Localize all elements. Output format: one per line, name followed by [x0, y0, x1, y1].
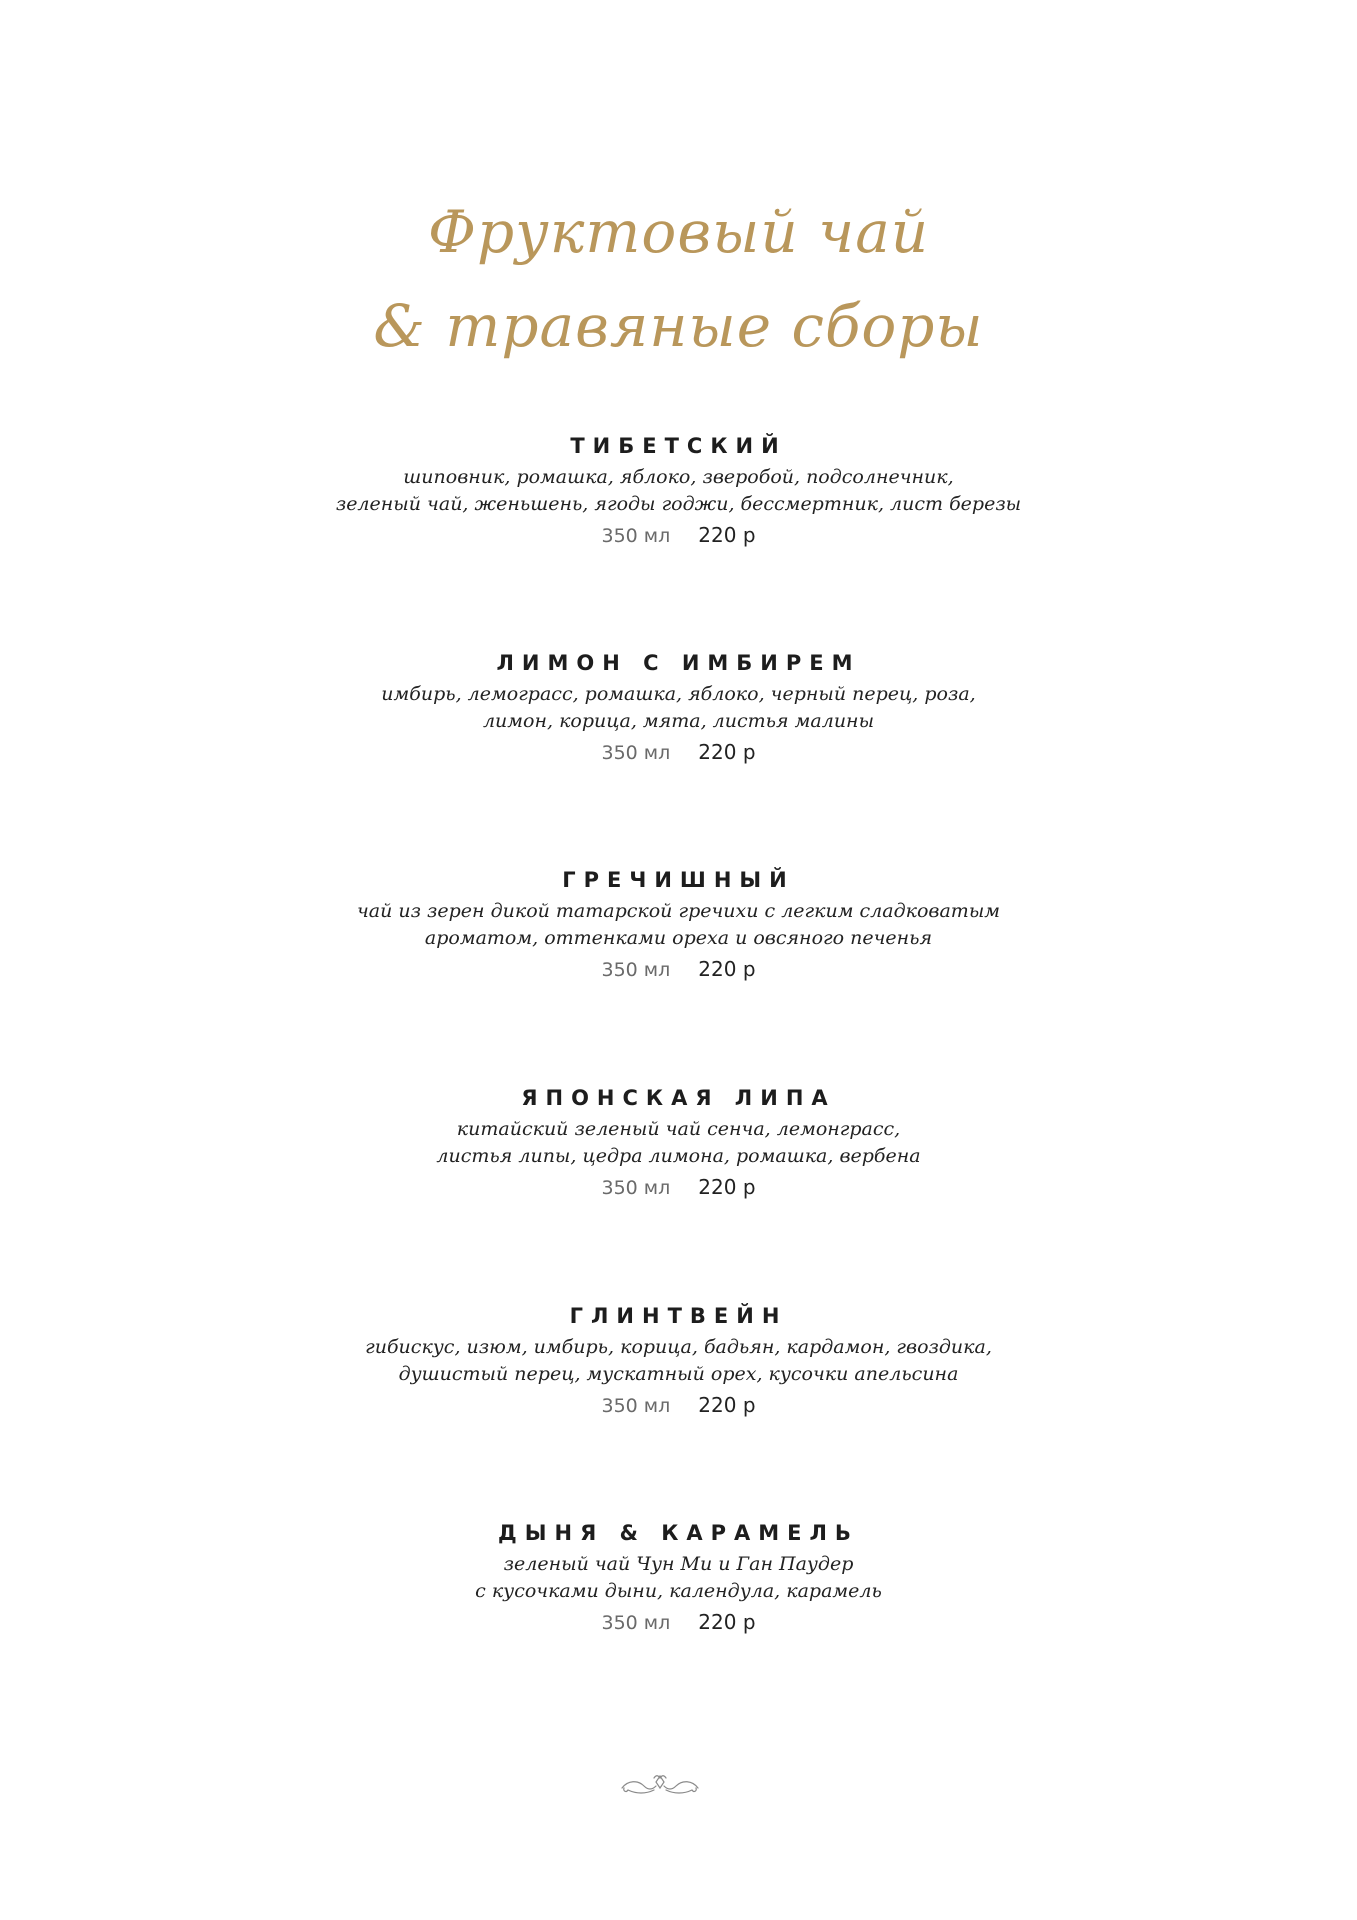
menu-item-description-line1: имбирь, лемограсс, ромашка, яблоко, черный перец, роза,: [381, 683, 976, 705]
menu-item-description-line2: листья липы, цедра лимона, ромашка, вербена: [436, 1145, 921, 1167]
menu-item-description-line2: лимон, корица, мята, листья малины: [482, 710, 875, 732]
flourish-ornament-icon: [618, 1772, 702, 1800]
menu-item-description-line2: с кусочками дыни, календула, карамель: [475, 1580, 882, 1602]
menu-item-japanese-linden: [0, 1085, 1357, 1204]
menu-item-mulled-wine: [0, 1303, 1357, 1422]
menu-item-name: ТИБЕТСКИЙ: [570, 434, 787, 458]
menu-item-price: 220 р: [698, 740, 756, 764]
menu-item-price-row: [0, 521, 1357, 552]
menu-item-name: ДЫНЯ & КАРАМЕЛЬ: [498, 1521, 859, 1545]
menu-item-description-line1: чай из зерен дикой татарской гречихи с легким сладковатым: [356, 900, 1001, 922]
menu-item-melon-caramel: [0, 1520, 1357, 1639]
page-title-line1: Фруктовый чай: [427, 198, 930, 266]
menu-item-price: 220 р: [698, 1393, 756, 1417]
menu-item-tibetan: [0, 433, 1357, 552]
menu-item-price: 220 р: [698, 1610, 756, 1634]
menu-item-price-row: [0, 1173, 1357, 1204]
menu-item-volume: 350 мл: [601, 1395, 671, 1417]
menu-item-name: ГРЕЧИШНЫЙ: [562, 868, 795, 892]
menu-item-volume: 350 мл: [601, 742, 671, 764]
menu-item-description-line1: китайский зеленый чай сенча, лемонграсс,: [456, 1118, 901, 1140]
menu-item-price-row: [0, 738, 1357, 769]
menu-item-volume: 350 мл: [601, 525, 671, 547]
menu-item-description-line2: ароматом, оттенками ореха и овсяного печенья: [424, 927, 933, 949]
menu-item-lemon-ginger: [0, 650, 1357, 769]
menu-item-volume: 350 мл: [601, 1177, 671, 1199]
menu-item-volume: 350 мл: [601, 1612, 671, 1634]
menu-item-name: ЯПОНСКАЯ ЛИПА: [521, 1086, 836, 1110]
menu-item-description-line1: зеленый чай Чун Ми и Ган Паудер: [503, 1553, 854, 1575]
menu-item-description-line2: зеленый чай, женьшень, ягоды годжи, бессмертник, лист березы: [335, 493, 1022, 515]
menu-item-price: 220 р: [698, 1175, 756, 1199]
menu-item-volume: 350 мл: [601, 959, 671, 981]
menu-item-description-line1: гибискус, изюм, имбирь, корица, бадьян, кардамон, гвоздика,: [365, 1336, 992, 1358]
menu-item-name: ЛИМОН С ИМБИРЕМ: [496, 651, 861, 675]
page-title-line2: & травяные сборы: [373, 292, 984, 360]
menu-item-description-line2: душистый перец, мускатный орех, кусочки апельсина: [398, 1363, 959, 1385]
menu-item-price-row: [0, 1391, 1357, 1422]
menu-item-buckwheat: [0, 867, 1357, 986]
menu-item-price-row: [0, 955, 1357, 986]
menu-item-description-line1: шиповник, ромашка, яблоко, зверобой, подсолнечник,: [403, 466, 954, 488]
menu-item-name: ГЛИНТВЕЙН: [569, 1304, 788, 1328]
menu-item-price: 220 р: [698, 957, 756, 981]
menu-item-price-row: [0, 1608, 1357, 1639]
menu-item-price: 220 р: [698, 523, 756, 547]
